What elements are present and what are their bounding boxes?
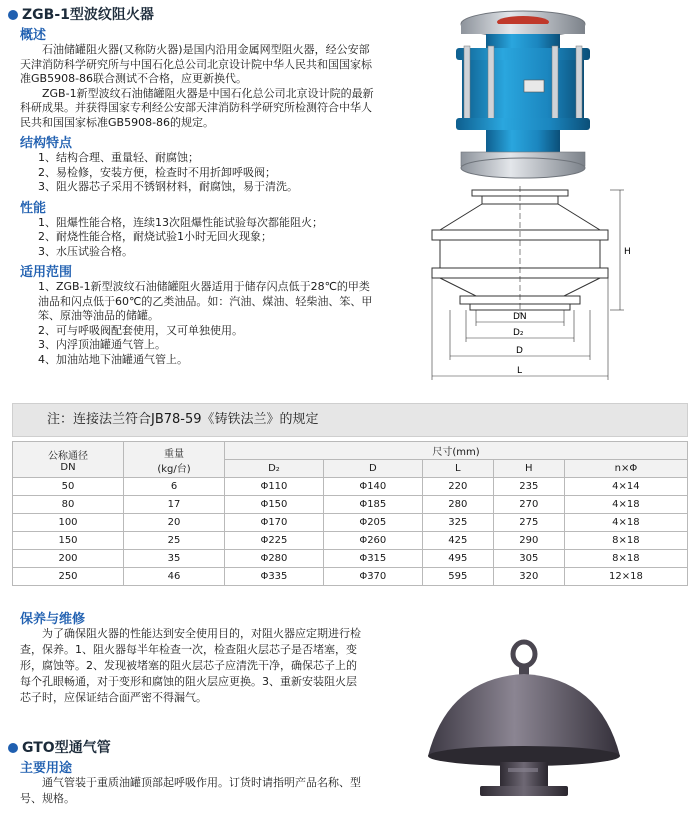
col-h-header: H [493,460,564,478]
list-item: 3、内浮顶油罐通气管上。 [38,338,166,351]
bullet-icon [8,10,18,20]
list-item: 4、加油站地下油罐通气管上。 [38,352,188,366]
dim-label-l: L [517,366,523,376]
performance-heading: 性能 [20,200,47,216]
scope-list [20,280,375,367]
list-item: 2、耐烧性能合格，耐烧试验1小时无回火现象； [38,230,272,243]
list-item: 1、阻爆性能合格，连续13次阻爆性能试验每次都能阻火； [38,215,323,229]
scope-heading: 适用范围 [20,265,73,280]
structure-list [20,151,375,195]
list-item: 3、阻火器芯子采用不锈钢材料，耐腐蚀，易于清洗。 [38,180,298,193]
overview-text [20,43,375,130]
col-size-header: 尺寸(mm) [225,442,688,460]
table-row: 100 20 Φ170 Φ205 325 275 4×18 [13,514,688,532]
dim-label-d: D [516,346,523,356]
structure-heading: 结构特点 [20,136,73,151]
table-row: 250 46 Φ335 Φ370 595 320 12×18 [13,568,688,586]
spec-table [12,441,688,586]
table-row: 80 17 Φ150 Φ185 280 270 4×18 [13,496,688,514]
overview-paragraph: ZGB-1新型波纹石油储罐阻火器是中国石化总公司北京设计院的最新科研成果。并获得国家专利经公安部天津消防科学研究所检测符合中华人民共和国国家标准GB5908-86的规定。 [20,86,374,129]
maintenance-heading: 保养与维修 [20,612,86,627]
col-nphi-header: n×Φ [564,460,687,478]
bullet-icon [8,743,18,753]
gto-title: GTO型通气管 [8,737,111,757]
col-dn-header: 公称通径 DN [13,442,124,478]
flange-standard-note: 注：连接法兰符合JB78-59《铸铁法兰》的规定 [12,403,688,437]
list-item: 1、ZGB-1新型波纹石油储罐阻火器适用于储存闪点低于28℃的甲类油品和闪点低于60℃的乙类油品。如：汽油、煤油、轻柴油、笨、甲笨、原油等油品的储罐。 [38,280,373,322]
left-text-column [20,24,375,367]
gto-usage-heading: 主要用途 [20,761,73,776]
list-item: 1、结构合理、重量轻、耐腐蚀； [38,151,199,164]
list-item: 3、水压试验合格。 [38,244,133,258]
flame-arrester-photo [448,6,598,184]
dim-label-dn: DN [513,312,527,322]
performance-list [20,216,375,260]
list-item: 2、易检修，安装方便，检查时不用折卸呼吸阀； [38,165,276,179]
table-row: 150 25 Φ225 Φ260 425 290 8×18 [13,532,688,550]
col-d2-header: D₂ [225,460,324,478]
col-d-header: D [323,460,422,478]
maintenance-text: 为了确保阻火器的性能达到安全使用目的，对阻火器应定期进行检查，保养。1、阻火器每半年检查一次，检查阻火层芯子是否堵塞，变形，腐蚀等。2、发现被堵塞的阻火层芯子应清洗干净，确保芯子上的每个孔眼畅通，对于变形和腐蚀的阻火层应更换。3、重新安装阻火层芯子时，应保证结合面严密不得漏气。 [20,627,361,704]
dim-label-h: H [624,247,631,257]
overview-paragraph: 石油储罐阻火器(又称防火器)是国内沿用金属网型阻火器，经公安部天津消防科学研究所与中国石化总公司北京设计院中华人民共和国国家标准GB5908-86联合测试不合格，应更新换代。 [20,43,372,85]
vent-cap-photo [408,638,638,808]
table-row: 200 35 Φ280 Φ315 495 305 8×18 [13,550,688,568]
list-item: 2、可与呼吸阀配套使用，又可单独使用。 [38,323,243,337]
table-row: 50 6 Φ110 Φ140 220 235 4×14 [13,478,688,496]
table-header-row [13,442,688,460]
dimension-drawing [410,186,640,396]
gto-usage-text: 通气管装于重质油罐顶部起呼吸作用。订货时请指明产品名称、型号、规格。 [20,776,361,805]
col-weight-header: 重量 (kg/台) [124,442,225,478]
dim-label-d2: D₂ [513,328,524,338]
col-l-header: L [422,460,493,478]
page-title: ZGB-1型波纹阻火器 [8,4,154,24]
overview-heading: 概述 [20,28,47,43]
